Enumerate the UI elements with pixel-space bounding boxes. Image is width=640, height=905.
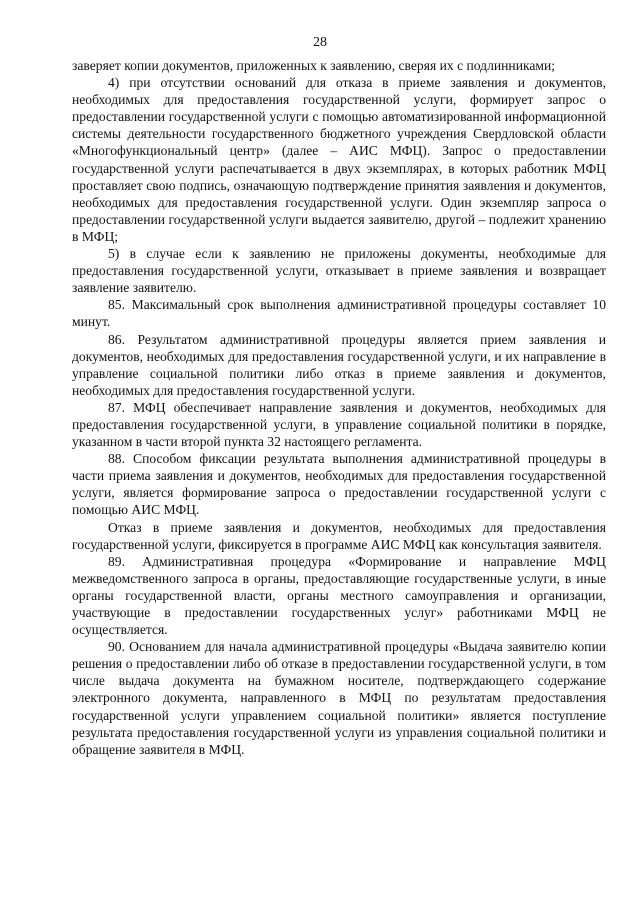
paragraph-item-4: 4) при отсутствии оснований для отказа в приеме заявления и документов, необходимых для предоставления государственной услуги, формирует запрос о предоставлении государственной услуги с помощью автоматизированной информационной системы деятельности государственного бюджетного учреждения Свердловской области «Многофункциональный центр» (далее – АИС МФЦ). Запрос о предоставлении государственной услуги распечатывается в двух экземплярах, в которых работник МФЦ проставляет свою подпись, означающую подтверждение принятия заявления и документов, необходимых для предоставления государственной услуги. Один экземпляр запроса о предоставлении государственной услуги выдается заявителю, другой – подлежит хранению в МФЦ; bbox=[72, 75, 606, 244]
paragraph-86: 86. Результатом административной процедуры является прием заявления и документов, необходимых для предоставления государственной услуги, и их направление в управление социальной политики либо отказ в приеме заявления и документов, необходимых для предоставления государственной услуги. bbox=[72, 331, 606, 398]
paragraph-89: 89. Административная процедура «Формирование и направление МФЦ межведомственного запроса в органы, предоставляющие государственные услуги, в иные органы государственной власти, органы местного самоуправления и организации, участвующие в предоставлении государственных услуг» работниками МФЦ не осуществляется. bbox=[72, 553, 606, 638]
paragraph-88-refusal: Отказ в приеме заявления и документов, необходимых для предоставления государственной услуги, фиксируется в программе АИС МФЦ как консультация заявителя. bbox=[72, 519, 606, 552]
paragraph-87: 87. МФЦ обеспечивает направление заявления и документов, необходимых для предоставления государственной услуги, в управление социальной политики в порядке, указанном в части второй пункта 32 настоящего регламента. bbox=[72, 399, 606, 450]
paragraph-85: 85. Максимальный срок выполнения административной процедуры составляет 10 минут. bbox=[72, 297, 606, 330]
paragraph-90: 90. Основанием для начала административной процедуры «Выдача заявителю копии решения о предоставлении либо об отказе в предоставлении государственной услуги, в том числе выдача документа на бумажном носителе, подтверждающего содержание электронного документа, направленного в МФЦ по результатам предоставления государственной услуги управлением социальной политики» является поступление результата предоставления государственной услуги из управления социальной политики и обращение заявителя в МФЦ. bbox=[72, 639, 606, 757]
paragraph-continuation: заверяет копии документов, приложенных к заявлению, сверяя их с подлинниками; bbox=[72, 58, 556, 73]
document-body bbox=[72, 57, 606, 758]
paragraph-88: 88. Способом фиксации результата выполнения административной процедуры в части приема заявления и документов, необходимых для предоставления государственной услуги, является формирование запроса о предоставлении государственной услуги с помощью АИС МФЦ. bbox=[72, 451, 606, 518]
paragraph-item-5: 5) в случае если к заявлению не приложены документы, необходимые для предоставления государственной услуги, отказывает в приеме заявления и возвращает заявление заявителю. bbox=[72, 246, 606, 296]
page-number: 28 bbox=[313, 35, 327, 50]
